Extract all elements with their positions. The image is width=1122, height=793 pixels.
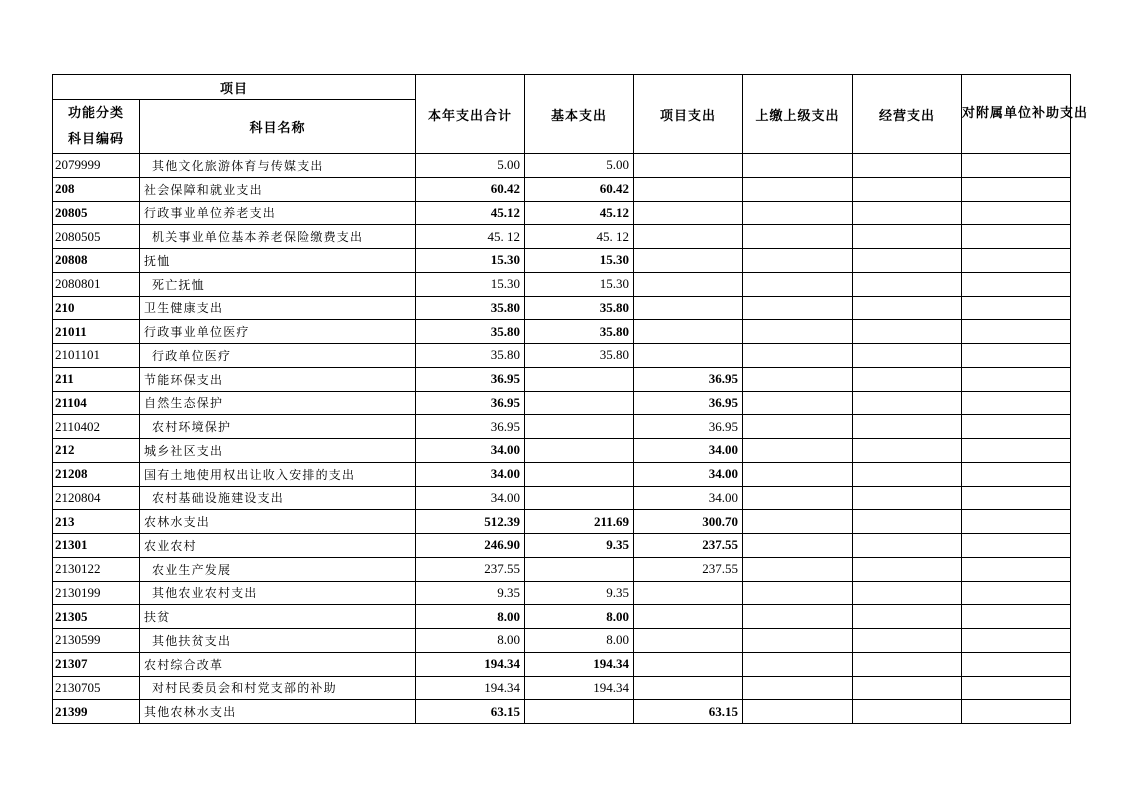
row-code: 2120804 (53, 486, 140, 510)
row-basic: 194.34 (525, 652, 634, 676)
row-project (634, 201, 743, 225)
row-total: 194.34 (416, 652, 525, 676)
row-code: 211 (53, 367, 140, 391)
row-code: 21011 (53, 320, 140, 344)
row-total: 45. 12 (416, 225, 525, 249)
row-business (853, 486, 962, 510)
table-row (53, 296, 1071, 320)
row-basic: 8.00 (525, 629, 634, 653)
row-subsidy (962, 391, 1071, 415)
row-business (853, 629, 962, 653)
row-total: 512.39 (416, 510, 525, 534)
row-project: 36.95 (634, 415, 743, 439)
row-upper (743, 272, 853, 296)
row-business (853, 177, 962, 201)
row-total: 36.95 (416, 367, 525, 391)
row-project: 300.70 (634, 510, 743, 534)
row-code: 2130122 (53, 557, 140, 581)
table-row (53, 367, 1071, 391)
row-total: 8.00 (416, 605, 525, 629)
row-total: 36.95 (416, 391, 525, 415)
row-code: 2110402 (53, 415, 140, 439)
row-name: 社会保障和就业支出 (140, 177, 416, 201)
header-upper: 上缴上级支出 (743, 75, 853, 154)
row-subsidy (962, 177, 1071, 201)
row-code: 212 (53, 439, 140, 463)
row-code: 21208 (53, 462, 140, 486)
row-project (634, 581, 743, 605)
row-upper (743, 486, 853, 510)
row-project: 36.95 (634, 367, 743, 391)
table-row (53, 249, 1071, 273)
row-subsidy (962, 249, 1071, 273)
row-basic: 9.35 (525, 581, 634, 605)
row-total: 35.80 (416, 320, 525, 344)
row-subsidy (962, 367, 1071, 391)
row-project: 34.00 (634, 486, 743, 510)
row-upper (743, 557, 853, 581)
row-business (853, 605, 962, 629)
header-code (53, 100, 140, 154)
row-name: 国有土地使用权出让收入安排的支出 (140, 462, 416, 486)
row-total: 34.00 (416, 486, 525, 510)
row-upper (743, 629, 853, 653)
row-basic (525, 557, 634, 581)
row-total: 8.00 (416, 629, 525, 653)
table-row (53, 534, 1071, 558)
row-upper (743, 344, 853, 368)
row-basic: 15.30 (525, 249, 634, 273)
table-row (53, 605, 1071, 629)
table-row (53, 344, 1071, 368)
row-business (853, 462, 962, 486)
row-basic: 35.80 (525, 344, 634, 368)
row-name: 其他农业农村支出 (140, 581, 416, 605)
row-subsidy (962, 462, 1071, 486)
row-code: 21399 (53, 700, 140, 724)
row-subsidy (962, 676, 1071, 700)
row-business (853, 391, 962, 415)
row-subsidy (962, 154, 1071, 178)
row-total: 34.00 (416, 439, 525, 463)
row-upper (743, 652, 853, 676)
row-code: 2130599 (53, 629, 140, 653)
row-basic: 45.12 (525, 201, 634, 225)
table-row (53, 201, 1071, 225)
row-total: 246.90 (416, 534, 525, 558)
row-project: 237.55 (634, 557, 743, 581)
row-project (634, 154, 743, 178)
row-name: 卫生健康支出 (140, 296, 416, 320)
row-code: 2080801 (53, 272, 140, 296)
row-code: 2130705 (53, 676, 140, 700)
row-subsidy (962, 557, 1071, 581)
row-name: 死亡抚恤 (140, 272, 416, 296)
row-project (634, 249, 743, 273)
row-subsidy (962, 439, 1071, 463)
row-basic: 8.00 (525, 605, 634, 629)
row-subsidy (962, 605, 1071, 629)
row-business (853, 415, 962, 439)
row-basic: 15.30 (525, 272, 634, 296)
table-row (53, 700, 1071, 724)
row-name: 对村民委员会和村党支部的补助 (140, 676, 416, 700)
row-business (853, 557, 962, 581)
expenditure-table (52, 74, 1089, 724)
row-code: 20808 (53, 249, 140, 273)
row-name: 农林水支出 (140, 510, 416, 534)
row-upper (743, 296, 853, 320)
row-total: 45.12 (416, 201, 525, 225)
row-basic (525, 700, 634, 724)
row-project (634, 676, 743, 700)
row-business (853, 700, 962, 724)
row-basic: 60.42 (525, 177, 634, 201)
row-code: 20805 (53, 201, 140, 225)
table-body (53, 154, 1071, 724)
row-code: 2101101 (53, 344, 140, 368)
row-code: 2079999 (53, 154, 140, 178)
row-subsidy (962, 581, 1071, 605)
row-upper (743, 415, 853, 439)
row-project (634, 629, 743, 653)
row-basic (525, 486, 634, 510)
row-code: 21305 (53, 605, 140, 629)
row-upper (743, 367, 853, 391)
row-business (853, 296, 962, 320)
row-basic (525, 439, 634, 463)
row-business (853, 249, 962, 273)
row-total: 35.80 (416, 344, 525, 368)
row-name: 行政事业单位医疗 (140, 320, 416, 344)
row-name: 其他农林水支出 (140, 700, 416, 724)
row-code: 21301 (53, 534, 140, 558)
row-name: 城乡社区支出 (140, 439, 416, 463)
row-total: 35.80 (416, 296, 525, 320)
table-row (53, 510, 1071, 534)
row-business (853, 652, 962, 676)
row-business (853, 676, 962, 700)
row-basic: 35.80 (525, 320, 634, 344)
row-name: 其他扶贫支出 (140, 629, 416, 653)
row-subsidy (962, 486, 1071, 510)
row-upper (743, 201, 853, 225)
row-subsidy (962, 652, 1071, 676)
header-total: 本年支出合计 (416, 75, 525, 154)
row-project (634, 225, 743, 249)
row-basic: 211.69 (525, 510, 634, 534)
table-row (53, 652, 1071, 676)
header-basic: 基本支出 (525, 75, 634, 154)
row-total: 63.15 (416, 700, 525, 724)
row-basic (525, 367, 634, 391)
row-upper (743, 391, 853, 415)
table-row (53, 415, 1071, 439)
row-upper (743, 439, 853, 463)
row-name: 农村基础设施建设支出 (140, 486, 416, 510)
row-subsidy (962, 700, 1071, 724)
row-project (634, 177, 743, 201)
row-basic: 194.34 (525, 676, 634, 700)
row-total: 34.00 (416, 462, 525, 486)
row-business (853, 272, 962, 296)
row-total: 15.30 (416, 272, 525, 296)
row-name: 农业生产发展 (140, 557, 416, 581)
header-func-code: 功能分类 (67, 105, 124, 121)
row-project (634, 272, 743, 296)
header-project: 项目支出 (634, 75, 743, 154)
header-business: 经营支出 (853, 75, 962, 154)
table-row (53, 177, 1071, 201)
row-project (634, 296, 743, 320)
table-row (53, 486, 1071, 510)
row-code: 2130199 (53, 581, 140, 605)
table-row (53, 154, 1071, 178)
row-upper (743, 462, 853, 486)
table-row (53, 272, 1071, 296)
row-upper (743, 225, 853, 249)
row-business (853, 201, 962, 225)
row-project (634, 320, 743, 344)
row-name: 机关事业单位基本养老保险缴费支出 (140, 225, 416, 249)
row-project (634, 344, 743, 368)
row-project: 34.00 (634, 462, 743, 486)
header-subject-name: 科目名称 (140, 100, 416, 154)
row-basic: 9.35 (525, 534, 634, 558)
row-upper (743, 510, 853, 534)
row-code: 2080505 (53, 225, 140, 249)
row-name: 农业农村 (140, 534, 416, 558)
row-upper (743, 534, 853, 558)
table-row (53, 581, 1071, 605)
table-header (53, 75, 1089, 154)
row-subsidy (962, 629, 1071, 653)
row-business (853, 320, 962, 344)
row-upper (743, 605, 853, 629)
row-code: 21104 (53, 391, 140, 415)
row-subsidy (962, 344, 1071, 368)
row-upper (743, 177, 853, 201)
table-row (53, 676, 1071, 700)
table-row (53, 629, 1071, 653)
table-row (53, 439, 1071, 463)
row-name: 扶贫 (140, 605, 416, 629)
row-name: 农村综合改革 (140, 652, 416, 676)
row-subsidy (962, 296, 1071, 320)
row-upper (743, 249, 853, 273)
row-project (634, 652, 743, 676)
row-name: 节能环保支出 (140, 367, 416, 391)
row-basic: 5.00 (525, 154, 634, 178)
row-business (853, 225, 962, 249)
row-subsidy (962, 320, 1071, 344)
row-business (853, 154, 962, 178)
row-subsidy (962, 225, 1071, 249)
row-name: 行政事业单位养老支出 (140, 201, 416, 225)
row-basic: 35.80 (525, 296, 634, 320)
row-basic: 45. 12 (525, 225, 634, 249)
row-project: 36.95 (634, 391, 743, 415)
row-total: 15.30 (416, 249, 525, 273)
row-upper (743, 700, 853, 724)
row-name: 其他文化旅游体育与传媒支出 (140, 154, 416, 178)
row-subsidy (962, 415, 1071, 439)
row-basic (525, 415, 634, 439)
header-item: 项目 (53, 75, 416, 100)
header-subject-code: 科目编码 (67, 131, 124, 147)
header-subsidy: 对附属单位补助支出 (962, 75, 1071, 154)
row-business (853, 581, 962, 605)
row-basic (525, 462, 634, 486)
row-project: 237.55 (634, 534, 743, 558)
row-code: 21307 (53, 652, 140, 676)
row-code: 208 (53, 177, 140, 201)
row-project: 63.15 (634, 700, 743, 724)
row-business (853, 344, 962, 368)
row-upper (743, 581, 853, 605)
row-upper (743, 676, 853, 700)
row-business (853, 439, 962, 463)
row-subsidy (962, 272, 1071, 296)
row-subsidy (962, 534, 1071, 558)
row-upper (743, 154, 853, 178)
table-row (53, 462, 1071, 486)
row-total: 194.34 (416, 676, 525, 700)
row-name: 自然生态保护 (140, 391, 416, 415)
row-basic (525, 391, 634, 415)
row-upper (743, 320, 853, 344)
row-business (853, 510, 962, 534)
row-total: 60.42 (416, 177, 525, 201)
row-business (853, 534, 962, 558)
row-business (853, 367, 962, 391)
table-row (53, 391, 1071, 415)
row-name: 行政单位医疗 (140, 344, 416, 368)
table-row (53, 557, 1071, 581)
row-name: 农村环境保护 (140, 415, 416, 439)
row-subsidy (962, 510, 1071, 534)
row-code: 213 (53, 510, 140, 534)
row-code: 210 (53, 296, 140, 320)
table-row (53, 320, 1071, 344)
row-name: 抚恤 (140, 249, 416, 273)
row-project (634, 605, 743, 629)
row-total: 5.00 (416, 154, 525, 178)
row-subsidy (962, 201, 1071, 225)
row-total: 36.95 (416, 415, 525, 439)
row-project: 34.00 (634, 439, 743, 463)
table-row (53, 225, 1071, 249)
row-total: 237.55 (416, 557, 525, 581)
row-total: 9.35 (416, 581, 525, 605)
